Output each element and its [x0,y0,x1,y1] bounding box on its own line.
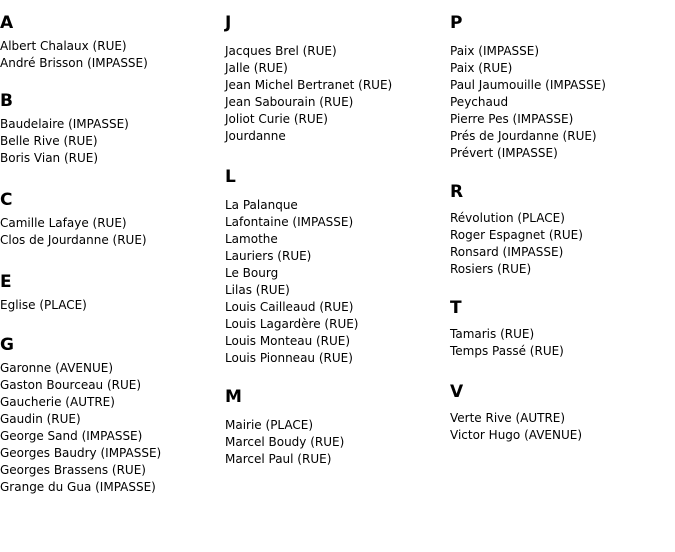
section-letter: P [450,13,463,33]
street-link[interactable]: Jean Michel Bertranet (RUE) [225,78,393,92]
street-link[interactable]: Tamaris (RUE) [450,327,535,341]
street-link[interactable]: Ronsard (IMPASSE) [450,245,564,259]
letter-section-e [0,272,225,314]
street-link[interactable]: Jacques Brel (RUE) [225,44,337,58]
letter-section-l [225,167,450,367]
street-link[interactable]: Georges Brassens (RUE) [0,463,146,477]
section-letter: L [225,167,236,187]
section-letter: M [225,387,242,407]
street-link[interactable]: Louis Pionneau (RUE) [225,351,353,365]
section-letter: T [450,298,462,318]
street-link[interactable]: Louis Monteau (RUE) [225,334,351,348]
street-link[interactable]: Garonne (AVENUE) [0,361,114,375]
street-link[interactable]: Gaston Bourceau (RUE) [0,378,142,392]
street-list [450,43,675,162]
letter-section-a [0,13,225,72]
street-link[interactable]: George Sand (IMPASSE) [0,429,143,443]
street-link[interactable]: Jean Sabourain (RUE) [225,95,354,109]
letter-section-r [450,182,675,278]
street-list [0,360,225,496]
section-letter: B [0,91,13,111]
street-link[interactable]: Lilas (RUE) [225,283,290,297]
street-list [450,326,675,360]
street-link[interactable]: Lauriers (RUE) [225,249,312,263]
section-letter: R [450,182,464,202]
street-link[interactable]: Le Bourg [225,266,279,280]
street-link[interactable]: Albert Chalaux (RUE) [0,39,127,53]
section-letter: E [0,272,12,292]
section-letter: J [225,13,232,33]
street-link[interactable]: Verte Rive (AUTRE) [450,411,566,425]
street-link[interactable]: Clos de Jourdanne (RUE) [0,233,147,247]
street-index-column-2 [225,0,450,468]
street-link[interactable]: André Brisson (IMPASSE) [0,56,148,70]
street-link[interactable]: Jourdanne [225,129,286,143]
street-link[interactable]: Georges Baudry (IMPASSE) [0,446,162,460]
letter-section-t [450,298,675,360]
section-letter: A [0,13,14,33]
letter-section-b [0,91,225,167]
letter-section-v [450,382,675,444]
letter-section-g [0,335,225,496]
letter-section-p [450,13,675,162]
section-letter: V [450,382,464,402]
street-link[interactable]: Louis Cailleaud (RUE) [225,300,354,314]
street-list [0,215,225,249]
street-link[interactable]: Jalle (RUE) [225,61,288,75]
street-link[interactable]: Rosiers (RUE) [450,262,532,276]
street-link[interactable]: Prés de Jourdanne (RUE) [450,129,597,143]
street-index-column-3 [450,0,675,444]
street-link[interactable]: Temps Passé (RUE) [450,344,564,358]
street-link[interactable]: Prévert (IMPASSE) [450,146,558,160]
street-link[interactable]: Révolution (PLACE) [450,211,565,225]
street-list [450,410,675,444]
street-link[interactable]: Victor Hugo (AVENUE) [450,428,583,442]
street-index-column-1 [0,0,225,496]
street-link[interactable]: Grange du Gua (IMPASSE) [0,480,156,494]
street-list [450,210,675,278]
street-list [0,116,225,167]
street-link[interactable]: Louis Lagardère (RUE) [225,317,359,331]
street-list [225,197,450,367]
street-link[interactable]: Belle Rive (RUE) [0,134,98,148]
street-link[interactable]: Peychaud [450,95,509,109]
street-link[interactable]: Paix (IMPASSE) [450,44,540,58]
street-link[interactable]: Marcel Paul (RUE) [225,452,332,466]
street-link[interactable]: Joliot Curie (RUE) [225,112,328,126]
street-link[interactable]: Boris Vian (RUE) [0,151,99,165]
street-list [225,417,450,468]
section-letter: C [0,190,13,210]
letter-section-m [225,387,450,468]
street-link[interactable]: Gaucherie (AUTRE) [0,395,115,409]
section-letter: G [0,335,14,355]
street-link[interactable]: Lafontaine (IMPASSE) [225,215,354,229]
street-list [0,297,225,314]
street-link[interactable]: Paix (RUE) [450,61,513,75]
street-link[interactable]: Mairie (PLACE) [225,418,314,432]
street-link[interactable]: Camille Lafaye (RUE) [0,216,127,230]
street-link[interactable]: Lamothe [225,232,278,246]
street-link[interactable]: Eglise (PLACE) [0,298,87,312]
street-link[interactable]: La Palanque [225,198,298,212]
street-link[interactable]: Marcel Boudy (RUE) [225,435,345,449]
letter-section-c [0,190,225,249]
street-link[interactable]: Paul Jaumouille (IMPASSE) [450,78,606,92]
street-list [0,38,225,72]
street-link[interactable]: Roger Espagnet (RUE) [450,228,583,242]
street-link[interactable]: Gaudin (RUE) [0,412,81,426]
street-link[interactable]: Pierre Pes (IMPASSE) [450,112,574,126]
street-link[interactable]: Baudelaire (IMPASSE) [0,117,129,131]
street-list [225,43,450,145]
letter-section-j [225,13,450,145]
